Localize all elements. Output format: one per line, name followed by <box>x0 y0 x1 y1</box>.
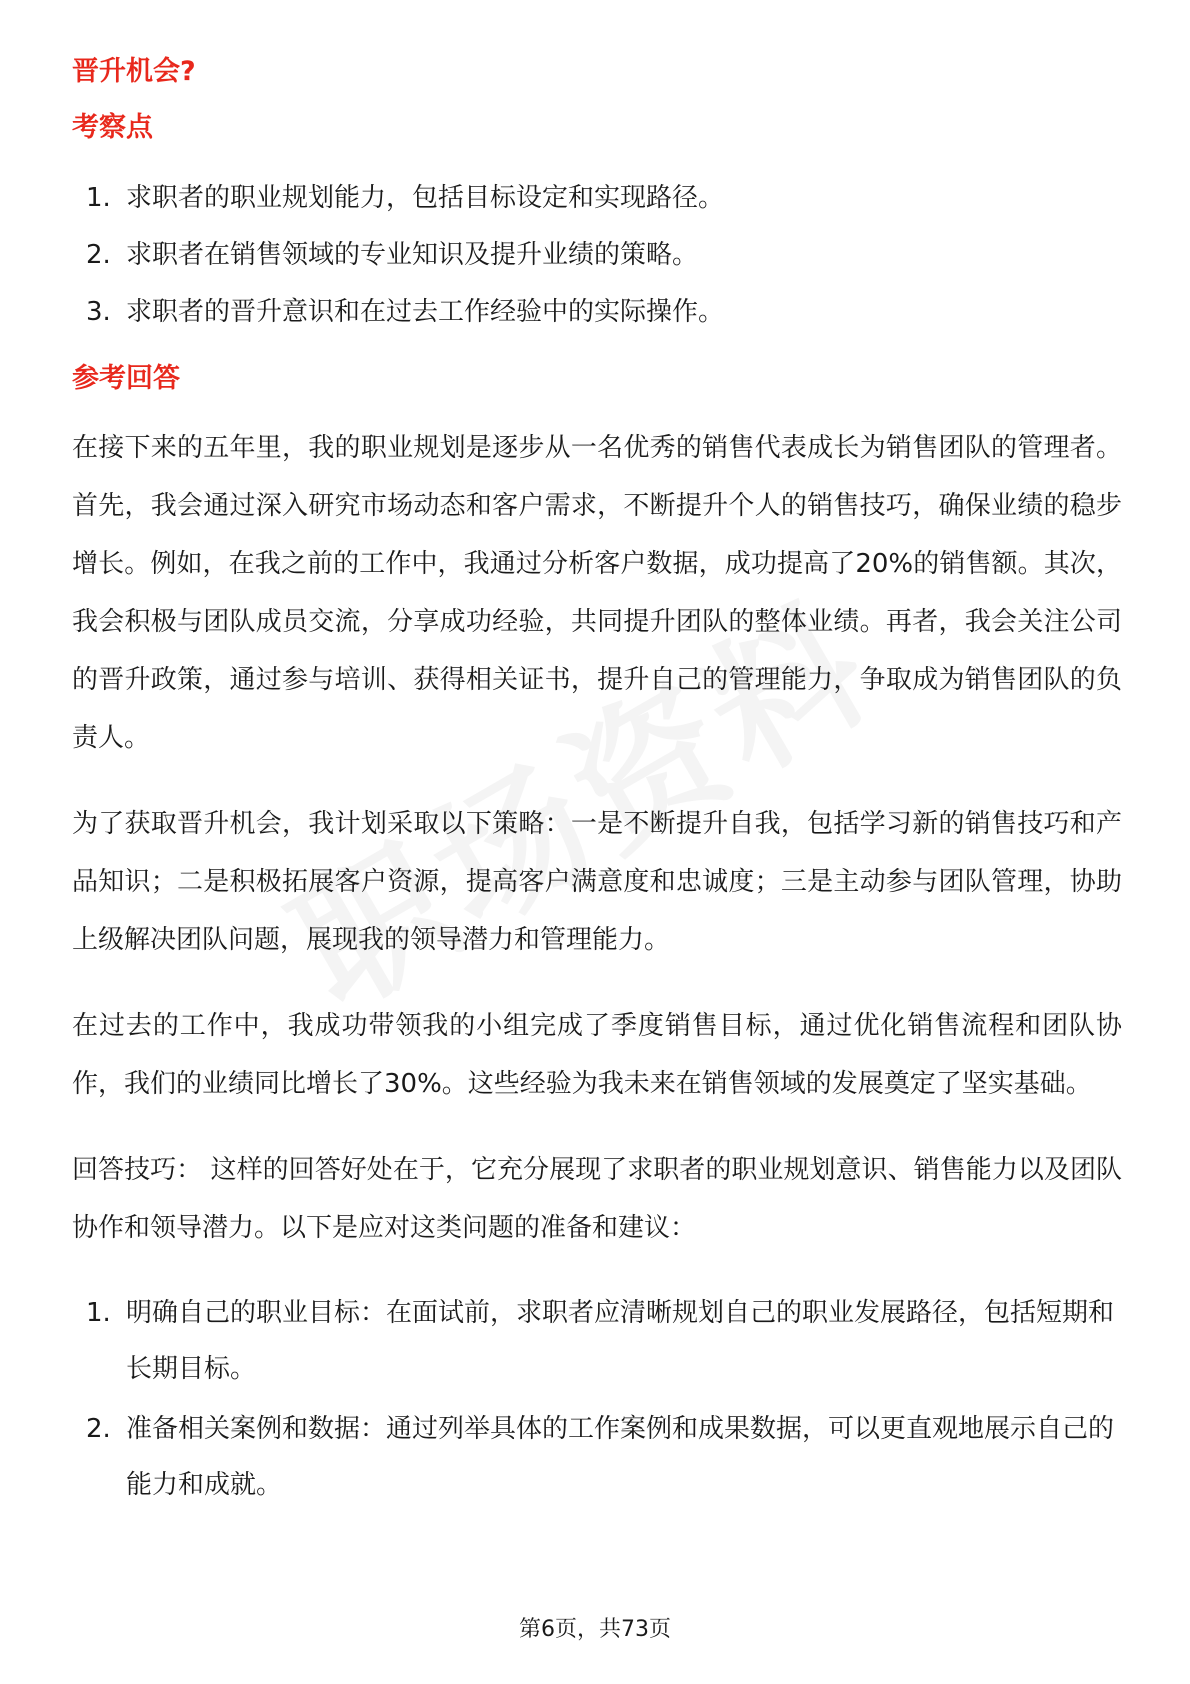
answer-paragraph: 在接下来的五年里，我的职业规划是逐步从一名优秀的销售代表成长为销售团队的管理者。首先，我会通过深入研究市场动态和客户需求，不断提升个人的销售技巧，确保业绩的稳步增长。例如，在我之前的工作中，我通过分析客户数据，成功提高了20%的销售额。其次，我会积极与团队成员交流，分享成功经验，共同提升团队的整体业绩。再者，我会关注公司的晋升政策，通过参与培训、获得相关证书，提升自己的管理能力，争取成为销售团队的负责人。 <box>72 433 1122 753</box>
list-number: 2. <box>86 1414 111 1444</box>
answer-paragraph: 在过去的工作中，我成功带领我的小组完成了季度销售目标，通过优化销售流程和团队协作，我们的业绩同比增长了30%。这些经验为我未来在销售领域的发展奠定了坚实基础。 <box>72 1011 1122 1099</box>
list-item <box>72 170 1122 227</box>
list-item-text: 求职者在销售领域的专业知识及提升业绩的策略。 <box>126 240 699 270</box>
question-title: 晋升机会? <box>72 56 196 87</box>
tips-list <box>72 1285 1122 1513</box>
list-item <box>72 284 1122 341</box>
list-item <box>72 1401 1122 1513</box>
page-content <box>72 52 1122 1517</box>
list-item <box>72 1285 1122 1397</box>
list-number: 2. <box>86 240 111 270</box>
list-item-text: 求职者的职业规划能力，包括目标设定和实现路径。 <box>126 183 725 213</box>
list-item <box>72 227 1122 284</box>
list-number: 1. <box>86 1298 111 1328</box>
page-footer: 第6页，共73页 <box>519 1617 671 1642</box>
list-number: 3. <box>86 297 111 327</box>
list-item-text: 准备相关案例和数据：通过列举具体的工作案例和成果数据，可以更直观地展示自己的能力和成就。 <box>126 1414 1115 1500</box>
section-title-points: 考察点 <box>72 112 153 143</box>
tips-intro-paragraph: 回答技巧： 这样的回答好处在于，它充分展现了求职者的职业规划意识、销售能力以及团队协作和领导潜力。以下是应对这类问题的准备和建议： <box>72 1155 1122 1243</box>
answer-paragraph: 为了获取晋升机会，我计划采取以下策略：一是不断提升自我，包括学习新的销售技巧和产品知识；二是积极拓展客户资源，提高客户满意度和忠诚度；三是主动参与团队管理，协助上级解决团队问题，展现我的领导潜力和管理能力。 <box>72 809 1122 955</box>
list-number: 1. <box>86 183 111 213</box>
list-item-text: 求职者的晋升意识和在过去工作经验中的实际操作。 <box>126 297 725 327</box>
section-title-answer: 参考回答 <box>72 363 180 394</box>
points-list <box>72 170 1122 341</box>
list-item-text: 明确自己的职业目标：在面试前，求职者应清晰规划自己的职业发展路径，包括短期和长期目标。 <box>126 1298 1115 1384</box>
